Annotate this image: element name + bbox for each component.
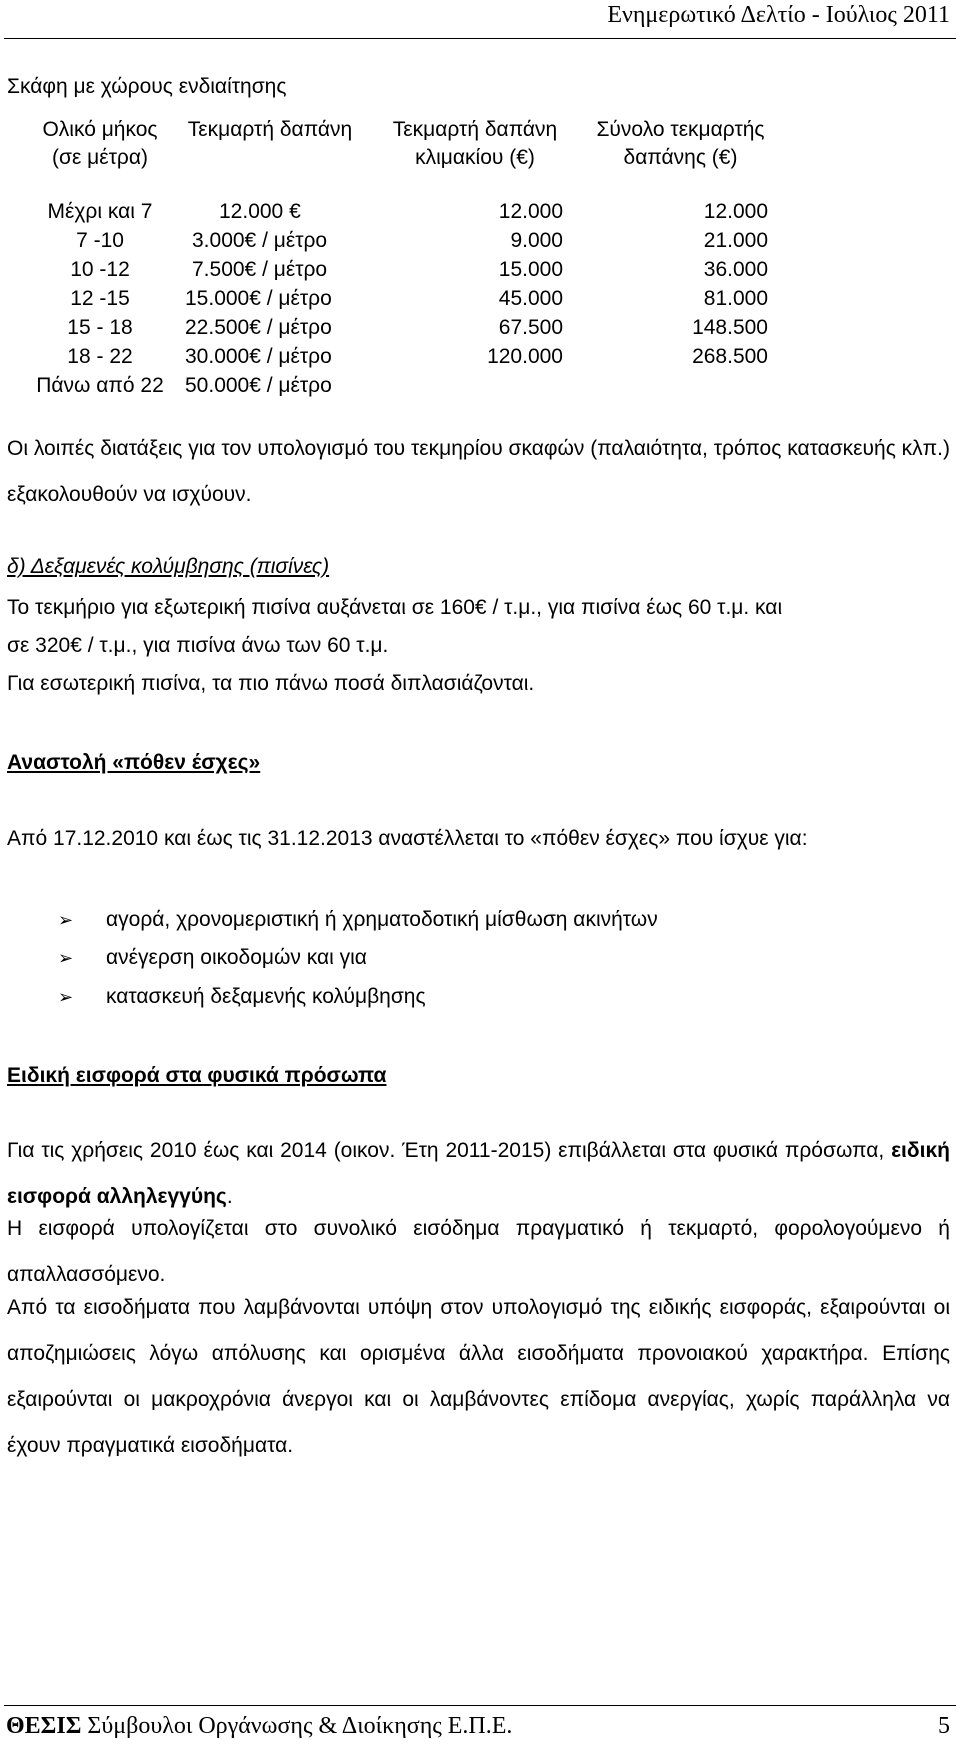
list-item: ➢ ανέγερση οικοδομών και για <box>58 944 367 972</box>
col-header-step: Τεκμαρτή δαπάνη κλιμακίου (€) <box>392 118 558 169</box>
header-divider <box>4 38 956 39</box>
footer-divider <box>4 1705 956 1706</box>
contribution-paragraph-3: Από τα εισοδήματα που λαμβάνονται υπόψη στον υπολογισμό της ειδικής εισφοράς, εξαιρούνται οι αποζημιώσεις λόγω απόλυσης και ορισμένα άλλα εισοδήματα προνοιακού χαρακτήρα. Επίσης εξαιρούνται οι μακροχρόνια άνεργοι και οι λαμβάνοντες επίδομα ανεργίας, χωρίς παράλληλα να έχουν πραγματικά εισοδήματα. <box>7 1296 950 1457</box>
pools-line-3: Για εσωτερική πισίνα, τα πιο πάνω ποσά διπλασιάζονται. <box>7 672 535 695</box>
footer-brand: ΘΕΣΙΣ <box>6 1713 82 1739</box>
list-item: ➢ αγορά, χρονομεριστική ή χρηματοδοτική μίσθωση ακινήτων <box>58 906 658 934</box>
col-header-cost: Τεκμαρτή δαπάνη <box>187 118 353 141</box>
col-header-length: Ολικό μήκος (σε μέτρα) <box>42 118 158 169</box>
page-header-title: Ενημερωτικό Δελτίο - Ιούλιος 2011 <box>607 2 950 28</box>
arrowhead-bullet-icon: ➢ <box>58 987 74 1007</box>
boats-note: Οι λοιπές διατάξεις για τον υπολογισμό του τεκμηρίου σκαφών (παλαιότητα, τρόπος κατασκευής κλπ.) εξακολουθούν να ισχύουν. <box>7 437 950 506</box>
pools-heading: δ) Δεξαμενές κολύμβησης (πισίνες) <box>7 555 330 578</box>
pools-line-2: σε 320€ / τ.μ., για πισίνα άνω των 60 τ.μ. <box>7 634 389 657</box>
arrowhead-bullet-icon: ➢ <box>58 948 74 968</box>
contribution-paragraph-1: Για τις χρήσεις 2010 έως και 2014 (οικον. Έτη 2011-2015) επιβάλλεται στα φυσικά πρόσωπα, ειδική εισφορά αλληλεγγύης. <box>7 1139 951 1208</box>
boats-heading: Σκάφη με χώρους ενδιαίτησης <box>7 75 287 98</box>
footer-company: Σύμβουλοι Οργάνωσης & Διοίκησης Ε.Π.Ε. <box>87 1713 513 1739</box>
list-item: ➢ κατασκευή δεξαμενής κολύμβησης <box>58 983 426 1011</box>
col-header-total: Σύνολο τεκμαρτής δαπάνης (€) <box>596 118 765 169</box>
pools-line-1: Το τεκμήριο για εξωτερική πισίνα αυξάνεται σε 160€ / τ.μ., για πισίνα έως 60 τ.μ. και <box>7 596 783 619</box>
suspension-intro: Από 17.12.2010 και έως τις 31.12.2013 αναστέλλεται το «πόθεν έσχες» που ίσχυε για: <box>7 827 808 850</box>
arrowhead-bullet-icon: ➢ <box>58 910 74 930</box>
page-footer <box>6 1713 950 1740</box>
page-number: 5 <box>938 1713 950 1739</box>
suspension-heading: Αναστολή «πόθεν έσχες» <box>7 751 261 774</box>
contribution-paragraph-2: Η εισφορά υπολογίζεται στο συνολικό εισόδημα πραγματικό ή τεκμαρτό, φορολογούμενο ή απαλλασσόμενο. <box>7 1217 950 1286</box>
contribution-heading: Ειδική εισφορά στα φυσικά πρόσωπα <box>7 1064 387 1087</box>
solidarity-contribution-term: ειδική εισφορά αλληλεγγύης <box>7 1139 951 1208</box>
